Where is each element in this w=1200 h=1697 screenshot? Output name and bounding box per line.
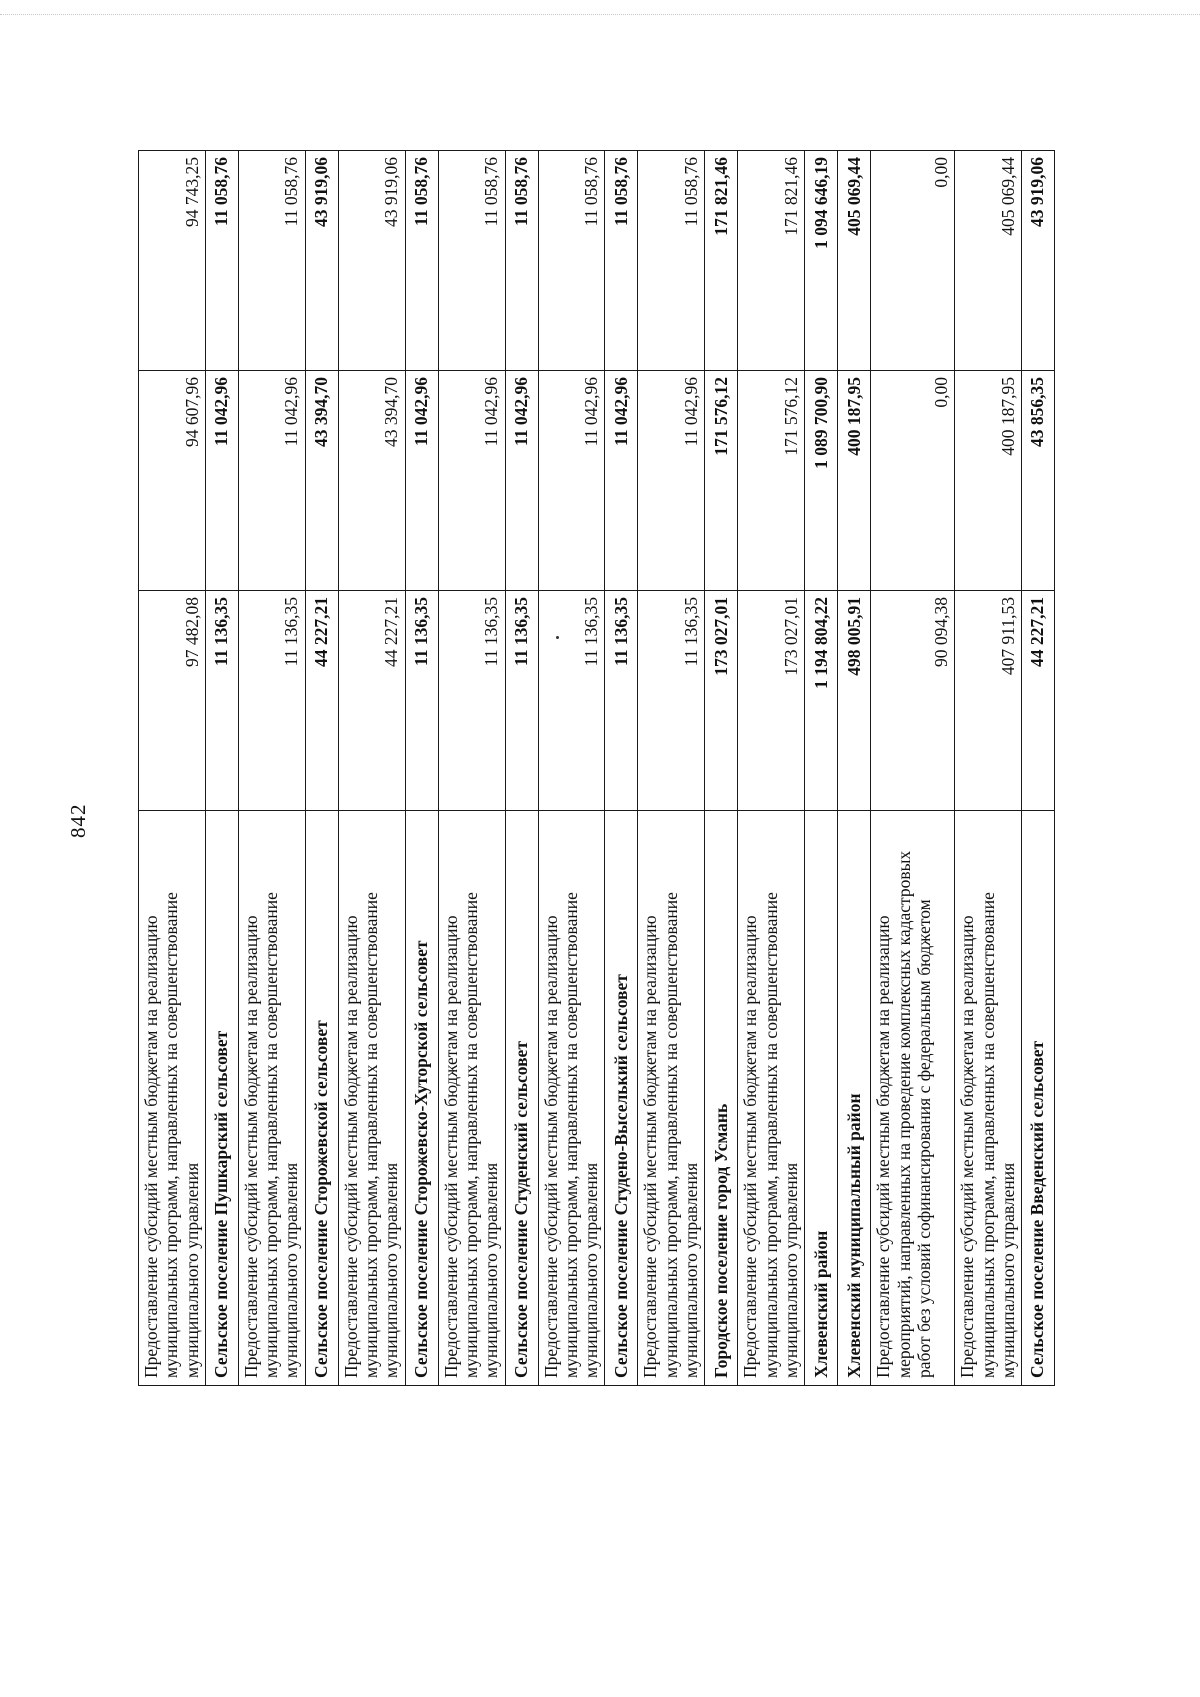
row-name: Сельское поселение Студено-Выселький сельсовет: [605, 811, 638, 1386]
row-name: Сельское поселение Сторожевской сельсовет: [305, 811, 338, 1386]
table-row: [205, 151, 238, 1386]
row-value-1: 97 482,08: [139, 591, 206, 811]
table-row: [238, 151, 305, 1386]
table-row: [538, 151, 605, 1386]
row-value-2: 11 042,96: [638, 371, 705, 591]
row-value-2: 43 856,35: [1022, 371, 1055, 591]
row-value-3: 11 058,76: [638, 151, 705, 371]
row-name: Предоставление субсидий местным бюджетам на реализацию муниципальных программ, направленных на совершенствование муниципального управления: [139, 811, 206, 1386]
row-value-2: 11 042,96: [605, 371, 638, 591]
row-value-3: 43 919,06: [305, 151, 338, 371]
row-value-3: 11 058,76: [505, 151, 538, 371]
budget-table-rotated: [138, 151, 1048, 1386]
row-value-2: 1 089 700,90: [805, 371, 838, 591]
table-row: [305, 151, 338, 1386]
row-name: Предоставление субсидий местным бюджетам на реализацию муниципальных программ, направленных на совершенствование муниципального управления: [238, 811, 305, 1386]
row-value-1: 11 136,35: [238, 591, 305, 811]
row-value-1: 173 027,01: [738, 591, 805, 811]
row-value-1: 44 227,21: [338, 591, 405, 811]
row-value-3: 405 069,44: [838, 151, 871, 371]
row-value-2: 400 187,95: [838, 371, 871, 591]
row-value-1: 11 136,35: [605, 591, 638, 811]
row-value-3: 11 058,76: [538, 151, 605, 371]
row-value-1: 173 027,01: [705, 591, 738, 811]
row-value-3: 11 058,76: [405, 151, 438, 371]
row-value-3: 11 058,76: [205, 151, 238, 371]
row-name: Предоставление субсидий местным бюджетам на реализацию муниципальных программ, направленных на совершенствование муниципального управления: [638, 811, 705, 1386]
row-value-1: 11 136,35: [638, 591, 705, 811]
row-name: Предоставление субсидий местным бюджетам на реализацию муниципальных программ, направленных на совершенствование муниципального управления: [338, 811, 405, 1386]
row-value-1: 11 136,35: [505, 591, 538, 811]
row-value-3: 11 058,76: [438, 151, 505, 371]
table-row: [638, 151, 705, 1386]
table-row: [705, 151, 738, 1386]
row-value-3: 0,00: [871, 151, 955, 371]
row-name: Сельское поселение Пушкарский сельсовет: [205, 811, 238, 1386]
row-value-1: 11 136,35: [405, 591, 438, 811]
table-row: [505, 151, 538, 1386]
row-value-3: 171 821,46: [738, 151, 805, 371]
row-value-2: 11 042,96: [438, 371, 505, 591]
table-row: [139, 151, 206, 1386]
row-value-1: 11 136,35: [538, 591, 605, 811]
row-value-2: 11 042,96: [205, 371, 238, 591]
row-value-1: 44 227,21: [1022, 591, 1055, 811]
budget-table: [138, 150, 1055, 1386]
row-value-3: 11 058,76: [238, 151, 305, 371]
row-value-1: 498 005,91: [838, 591, 871, 811]
row-value-3: 11 058,76: [605, 151, 638, 371]
table-row: [338, 151, 405, 1386]
row-name: Хлевенский муниципальный район: [838, 811, 871, 1386]
table-row: [871, 151, 955, 1386]
row-value-2: 11 042,96: [405, 371, 438, 591]
row-value-3: 171 821,46: [705, 151, 738, 371]
row-name: Предоставление субсидий местным бюджетам на реализацию муниципальных программ, направленных на совершенствование муниципального управления: [538, 811, 605, 1386]
row-value-3: 1 094 646,19: [805, 151, 838, 371]
table-row: [605, 151, 638, 1386]
table-row: [805, 151, 838, 1386]
row-value-1: 1 194 804,22: [805, 591, 838, 811]
row-name: Городское поселение город Усмань: [705, 811, 738, 1386]
row-value-3: 94 743,25: [139, 151, 206, 371]
table-row: [405, 151, 438, 1386]
table-row: [955, 151, 1022, 1386]
row-value-1: 11 136,35: [205, 591, 238, 811]
row-value-3: 43 919,06: [338, 151, 405, 371]
table-row: [838, 151, 871, 1386]
row-value-2: 400 187,95: [955, 371, 1022, 591]
row-value-2: 171 576,12: [738, 371, 805, 591]
row-name: Предоставление субсидий местным бюджетам на реализацию мероприятий, направленных на проведение комплексных кадастровых работ без условий софинансирования с федеральным бюджетом: [871, 811, 955, 1386]
row-value-3: 405 069,44: [955, 151, 1022, 371]
row-value-2: 11 042,96: [238, 371, 305, 591]
row-value-2: 11 042,96: [538, 371, 605, 591]
row-value-1: 90 094,38: [871, 591, 955, 811]
row-value-2: 11 042,96: [505, 371, 538, 591]
table-row: [1022, 151, 1055, 1386]
row-name: Предоставление субсидий местным бюджетам на реализацию муниципальных программ, направленных на совершенствование муниципального управления: [738, 811, 805, 1386]
table-body: [139, 151, 1055, 1386]
row-name: Сельское поселение Сторожевско-Хуторской сельсовет: [405, 811, 438, 1386]
row-value-2: 94 607,96: [139, 371, 206, 591]
row-name: Предоставление субсидий местным бюджетам на реализацию муниципальных программ, направленных на совершенствование муниципального управления: [955, 811, 1022, 1386]
table-row: [738, 151, 805, 1386]
row-value-2: 43 394,70: [305, 371, 338, 591]
row-name: Предоставление субсидий местным бюджетам на реализацию муниципальных программ, направленных на совершенствование муниципального управления: [438, 811, 505, 1386]
page-number: 842: [66, 803, 90, 838]
row-name: Сельское поселение Студенский сельсовет: [505, 811, 538, 1386]
scan-edge-line: [0, 14, 1200, 15]
row-value-2: 171 576,12: [705, 371, 738, 591]
row-value-2: 43 394,70: [338, 371, 405, 591]
row-value-3: 43 919,06: [1022, 151, 1055, 371]
row-name: Хлевенский район: [805, 811, 838, 1386]
row-name: Сельское поселение Введенский сельсовет: [1022, 811, 1055, 1386]
table-row: [438, 151, 505, 1386]
row-value-2: 0,00: [871, 371, 955, 591]
row-value-1: 44 227,21: [305, 591, 338, 811]
row-value-1: 407 911,53: [955, 591, 1022, 811]
row-value-1: 11 136,35: [438, 591, 505, 811]
